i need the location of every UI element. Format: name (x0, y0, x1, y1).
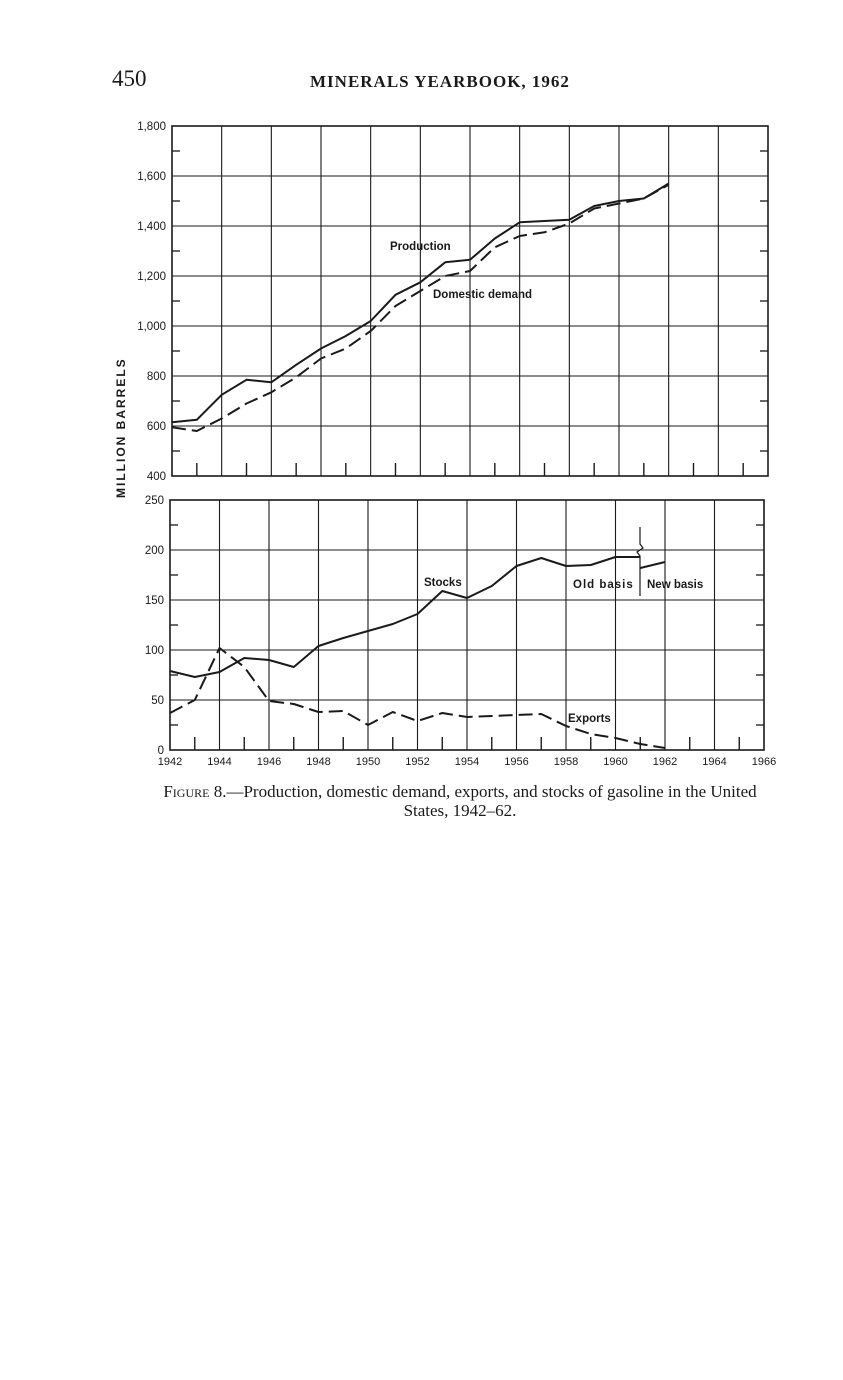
series-line-stocks-new-basis (640, 562, 665, 568)
page-number: 450 (112, 66, 147, 91)
x-tick-label-1948: 1948 (306, 756, 331, 768)
x-tick-label-1958: 1958 (553, 756, 579, 768)
x-tick-label-1944: 1944 (207, 756, 232, 768)
y-axis-label: MILLION BARRELS (114, 357, 128, 498)
caption-label: Figure 8. (163, 782, 227, 801)
figure-caption (140, 782, 780, 820)
x-tick-label-1954: 1954 (454, 756, 480, 768)
top-ytick-label-800: 800 (146, 371, 166, 383)
x-tick-label-1956: 1956 (504, 756, 529, 768)
bottom-ytick-label-150: 150 (144, 595, 164, 607)
top-ytick-label-600: 600 (146, 421, 166, 433)
production-label: Production (390, 241, 451, 253)
exports-label: Exports (568, 713, 611, 725)
stocks-label: Stocks (424, 577, 462, 589)
old-basis-label: Old basis (573, 579, 634, 591)
x-tick-label-1962: 1962 (652, 756, 678, 768)
top-ytick-label-1800: 1,800 (137, 121, 166, 133)
top-ytick-label-1600: 1,600 (137, 171, 166, 183)
new-basis-label: New basis (647, 579, 704, 591)
x-tick-label-1964: 1964 (702, 756, 727, 768)
top-ytick-label-1000: 1,000 (137, 321, 166, 333)
x-tick-label-1950: 1950 (355, 756, 381, 768)
x-tick-label-1966: 1966 (751, 756, 777, 768)
basis-break-brace (637, 527, 643, 596)
x-tick-label-1952: 1952 (405, 756, 430, 768)
top-ytick-label-1200: 1,200 (137, 271, 166, 283)
caption-text: —Production, domestic demand, exports, and stocks of gasoline in the United States, 1942–62. (226, 782, 757, 820)
x-tick-label-1942: 1942 (157, 756, 183, 768)
x-tick-label-1946: 1946 (256, 756, 282, 768)
series-line-stocks (170, 557, 640, 677)
bottom-ytick-label-200: 200 (144, 545, 164, 557)
top-ytick-label-400: 400 (146, 471, 166, 483)
bottom-ytick-label-50: 50 (151, 695, 164, 707)
x-tick-label-1960: 1960 (603, 756, 628, 768)
bottom-ytick-label-100: 100 (144, 645, 164, 657)
top-ytick-label-1400: 1,400 (137, 221, 166, 233)
domestic-demand-label: Domestic demand (433, 289, 533, 301)
bottom-ytick-label-0: 0 (157, 745, 164, 757)
bottom-ytick-label-250: 250 (144, 495, 164, 507)
running-title: MINERALS YEARBOOK, 1962 (310, 72, 570, 91)
